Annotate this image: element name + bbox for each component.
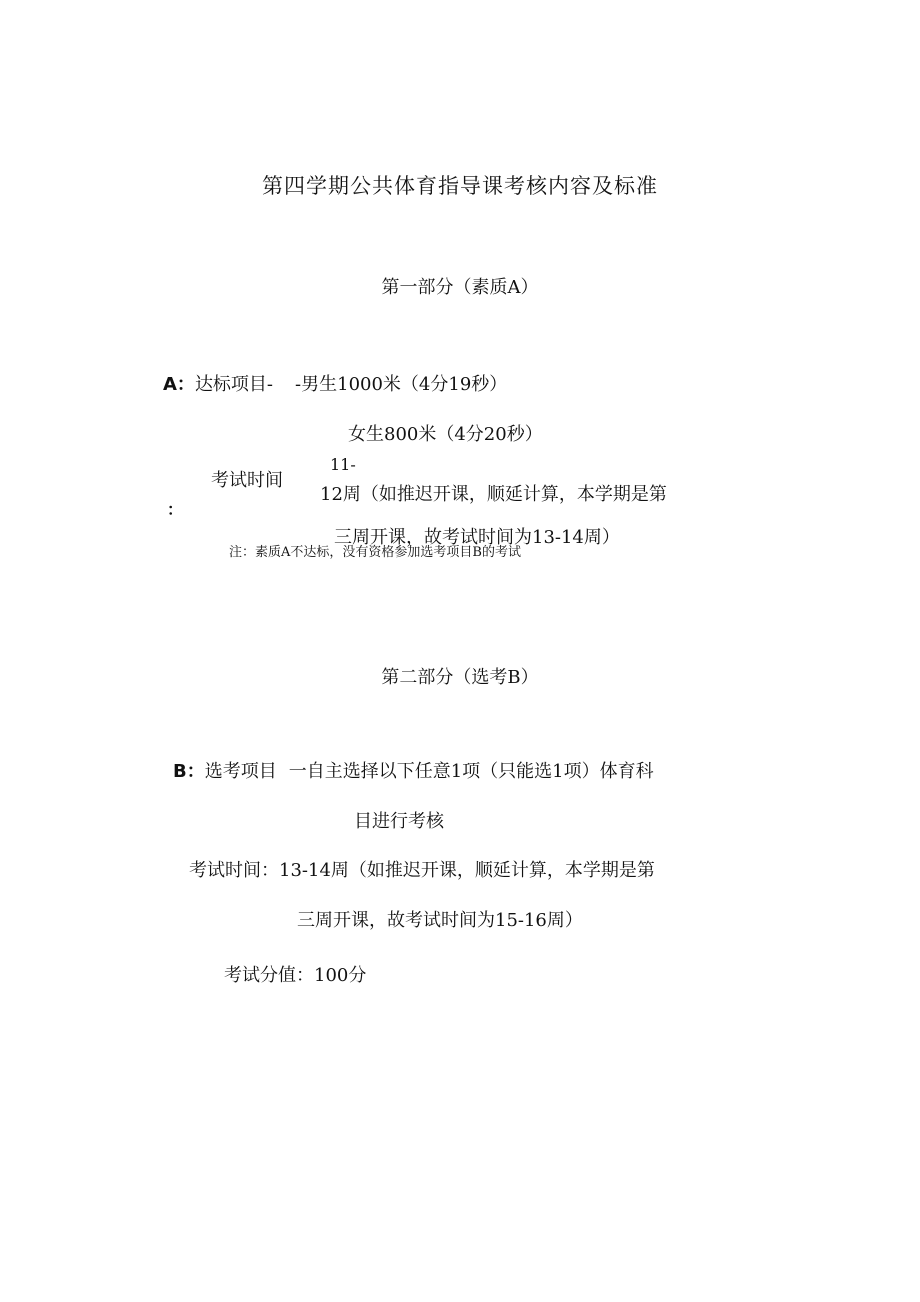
section-heading-part1: 第一部分（素质A） <box>381 277 539 298</box>
part2-item: 选考项目 <box>204 761 277 782</box>
part2-description-continued: 目进行考核 <box>354 811 444 832</box>
part1-time-clipped-line <box>320 520 740 548</box>
part1-note: 注：素质A不达标，没有资格参加选考项目B的考试 <box>229 545 521 560</box>
part2-time-continued: 三周开课，故考试时间为15-16周） <box>297 910 583 931</box>
part1-time-label: 考试时间 <box>211 470 283 491</box>
part2-time-line: 考试时间：13-14周（如推迟开课，顺延计算，本学期是第 <box>189 860 655 881</box>
part2-description: 一自主选择以下任意1项（只能选1项）体育科 <box>288 761 654 782</box>
part1-label: A： <box>163 374 195 395</box>
part1-female-standard: 女生800米（4分20秒） <box>348 424 543 445</box>
part1-time-colon: ： <box>167 500 184 519</box>
part2-label: B： <box>173 761 205 782</box>
part1-item: 达标项目- <box>194 374 274 395</box>
page-title: 第四学期公共体育指导课考核内容及标准 <box>262 174 658 198</box>
part1-standard-line <box>163 370 507 396</box>
section-heading-part2: 第二部分（选考B） <box>381 667 539 688</box>
part2-score: 考试分值：100分 <box>224 965 367 986</box>
part1-time-week-start: 11- <box>330 455 356 474</box>
part2-elective-line <box>173 757 654 783</box>
part1-time-clipped-text: 三周开课，故考试时间为13-14周） <box>334 527 620 548</box>
part1-time-continuation: 12周（如推迟开课，顺延计算，本学期是第 <box>320 484 667 505</box>
part1-male-standard: -男生1000米（4分19秒） <box>295 374 508 395</box>
